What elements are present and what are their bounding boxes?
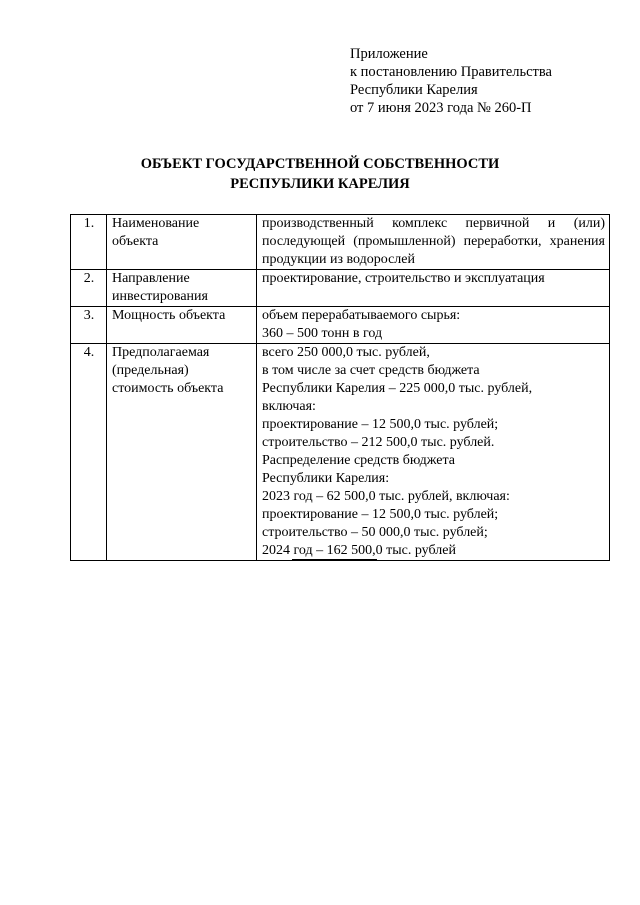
row-number: 3.	[71, 307, 107, 344]
value-line: объем перерабатываемого сырья:	[262, 308, 461, 323]
value-text: проектирование, строительство и эксплуатация	[262, 271, 545, 286]
end-divider	[292, 559, 377, 560]
table-row	[71, 215, 610, 270]
row-value	[257, 270, 610, 307]
row-value	[257, 344, 610, 561]
label-line: (предельная)	[112, 363, 189, 378]
appendix-line: к постановлению Правительства	[350, 64, 552, 80]
appendix-block	[350, 45, 552, 117]
table-row	[71, 270, 610, 307]
row-number: 4.	[71, 344, 107, 561]
label-line: стоимость объекта	[112, 381, 224, 396]
value-line: строительство – 50 000,0 тыс. рублей;	[262, 525, 488, 540]
row-number: 1.	[71, 215, 107, 270]
document-title	[0, 154, 640, 194]
value-line: Распределение средств бюджета	[262, 453, 455, 468]
value-line: 360 – 500 тонн в год	[262, 326, 383, 341]
label-line: Наименование	[112, 216, 200, 231]
row-label	[107, 215, 257, 270]
appendix-line: Приложение	[350, 46, 428, 62]
value-line: строительство – 212 500,0 тыс. рублей.	[262, 435, 495, 450]
appendix-line: Республики Карелия	[350, 82, 478, 98]
row-label	[107, 307, 257, 344]
row-label	[107, 270, 257, 307]
table-row	[71, 307, 610, 344]
title-line: ОБЪЕКТ ГОСУДАРСТВЕННОЙ СОБСТВЕННОСТИ	[140, 156, 500, 172]
title-line: РЕСПУБЛИКИ КАРЕЛИЯ	[230, 176, 410, 192]
label-line: Предполагаемая	[112, 345, 210, 360]
row-label	[107, 344, 257, 561]
row-number: 2.	[71, 270, 107, 307]
value-line: 2024 год – 162 500,0 тыс. рублей	[262, 543, 456, 558]
label-line: инвестирования	[112, 289, 208, 304]
label-line: Направление	[112, 271, 190, 286]
row-value	[257, 215, 610, 270]
value-line: 2023 год – 62 500,0 тыс. рублей, включая:	[262, 489, 510, 504]
row-value	[257, 307, 610, 344]
value-line: включая:	[262, 399, 316, 414]
object-table	[70, 214, 610, 561]
label-line: объекта	[112, 234, 159, 249]
label-line: Мощность объекта	[112, 308, 226, 323]
value-line: Республики Карелия – 225 000,0 тыс. рублей,	[262, 381, 533, 396]
value-line: в том числе за счет средств бюджета	[262, 363, 480, 378]
value-line: Республики Карелия:	[262, 471, 390, 486]
appendix-date-line: от 7 июня 2023 года № 260-П	[350, 100, 532, 116]
table-row	[71, 344, 610, 561]
value-line: всего 250 000,0 тыс. рублей,	[262, 345, 430, 360]
value-line: проектирование – 12 500,0 тыс. рублей;	[262, 417, 499, 432]
value-line: проектирование – 12 500,0 тыс. рублей;	[262, 507, 499, 522]
value-text: производственный комплекс первичной и (или) последующей (промышленной) переработки, хранения продукции из водорослей	[262, 216, 605, 267]
